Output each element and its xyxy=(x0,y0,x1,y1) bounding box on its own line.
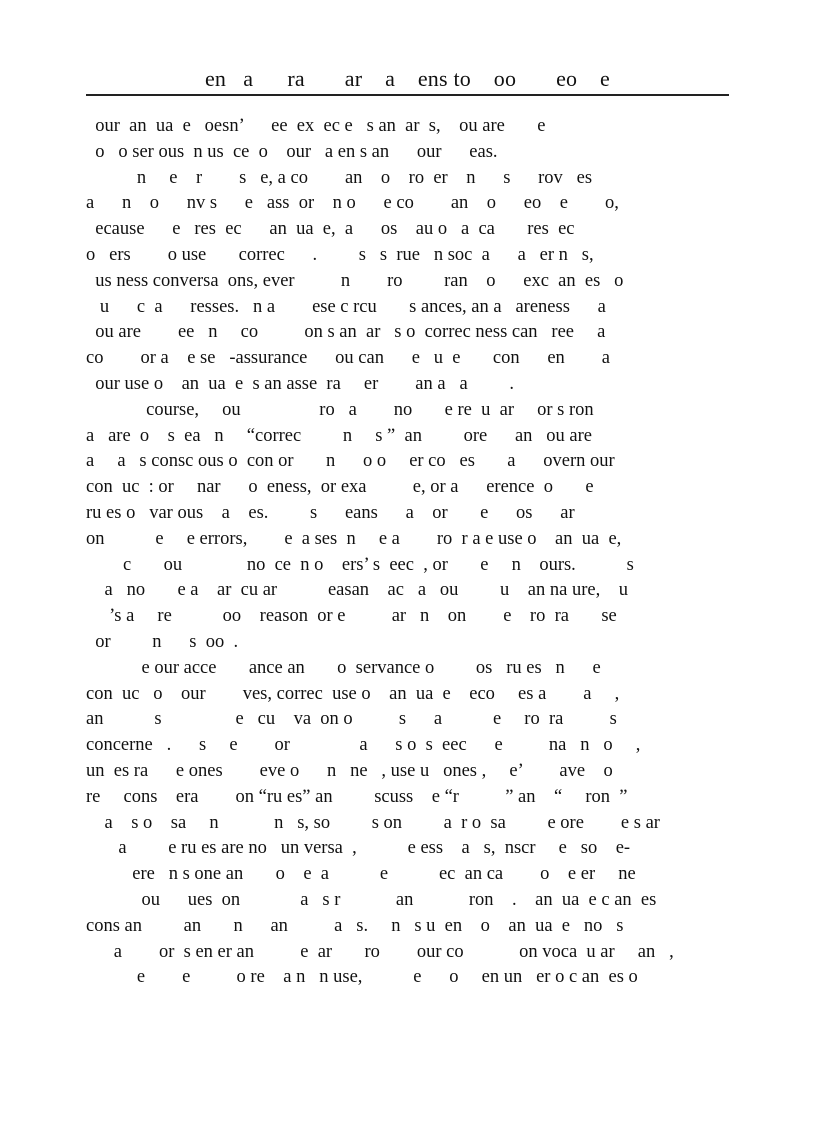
text-line: con uc : or nar o eness, or exa e, or a erence o e xyxy=(86,477,594,498)
text-line: re cons era on “ru es” an scuss e “r ” an “ ron ” xyxy=(86,786,628,807)
text-line: cons an an n an a s. n s u en o an ua e no s xyxy=(86,915,624,936)
text-line: c ou no ce n o ers’ s eec , or e n ours. s xyxy=(86,554,634,575)
text-line: o ers o use correc . s s rue n soc a a er n s, xyxy=(86,244,594,265)
text-line: un es ra e ones eve o n ne , use u ones , e’ ave o xyxy=(86,760,613,781)
text-line: a or s en er an e ar ro our co on voca u ar an , xyxy=(86,941,674,962)
text-line: con uc o our ves, correc use o an ua e eco es a a , xyxy=(86,683,620,704)
page-title: en a ra ar a ens to oo eo e xyxy=(204,66,611,91)
text-line: a e ru es are no un versa , e ess a s, nscr e so e- xyxy=(86,838,631,859)
paragraph-4 xyxy=(86,656,729,991)
text-line: a no e a ar cu ar easan ac a ou u an na ure, u xyxy=(86,580,628,601)
text-line: ru es o var ous a es. s eans a or e os ar xyxy=(86,502,575,523)
text-line: our use o an ua e s an asse ra er an a a . xyxy=(86,373,514,394)
text-line: o o ser ous n us ce o our a en s an our eas. xyxy=(86,141,498,162)
body-text xyxy=(86,114,729,991)
text-line: ou ues on a s r an ron . an ua e c an es xyxy=(86,889,657,910)
text-line: ere n s one an o e a e ec an ca o e er ne xyxy=(86,864,636,885)
text-line: u c a resses. n a ese c rcu s ances, an a areness a xyxy=(86,296,606,317)
text-line: course, ou ro a no e re u ar or s ron xyxy=(86,399,594,420)
text-line: a are o s ea n “correc n s ” an ore an ou are xyxy=(86,425,592,446)
text-line: e our acce ance an o servance o os ru es n e xyxy=(86,657,601,678)
text-line: or n s oo . xyxy=(86,631,239,652)
text-line: co or a e se -assurance ou can e u e con en a xyxy=(86,348,610,369)
text-line: e e o re a n n use, e o en un er o c an es o xyxy=(86,967,638,988)
page-header xyxy=(86,62,729,96)
text-line: us ness conversa ons, ever n ro ran o exc an es o xyxy=(86,270,624,291)
text-line: an s e cu va on o s a e ro ra s xyxy=(86,709,617,730)
paragraph-1 xyxy=(86,114,729,166)
paragraph-3 xyxy=(86,398,729,656)
text-line: our an ua e oesn’ ee ex ec e s an ar s, ou are e xyxy=(86,116,546,136)
text-line: a n o nv s e ass or n o e co an o eo e o, xyxy=(86,193,619,214)
text-line: a s o sa n n s, so s on a r o sa e ore e s ar xyxy=(86,812,660,833)
text-line: a a s consc ous o con or n o o er co es a overn our xyxy=(86,451,615,472)
text-line: n e r s e, a co an o ro er n s rov es xyxy=(86,167,593,188)
text-line: ou are ee n co on s an ar s o correc ness can ree a xyxy=(86,322,606,343)
text-line: concerne . s e or a s o s eec e na n o , xyxy=(86,735,641,756)
paragraph-2 xyxy=(86,166,729,398)
text-line: ’s a re oo reason or e ar n on e ro ra se xyxy=(86,606,617,627)
text-line: ecause e res ec an ua e, a os au o a ca res ec xyxy=(86,219,575,240)
text-line: on e e errors, e a ses n e a ro r a e use o an ua e, xyxy=(86,528,622,549)
